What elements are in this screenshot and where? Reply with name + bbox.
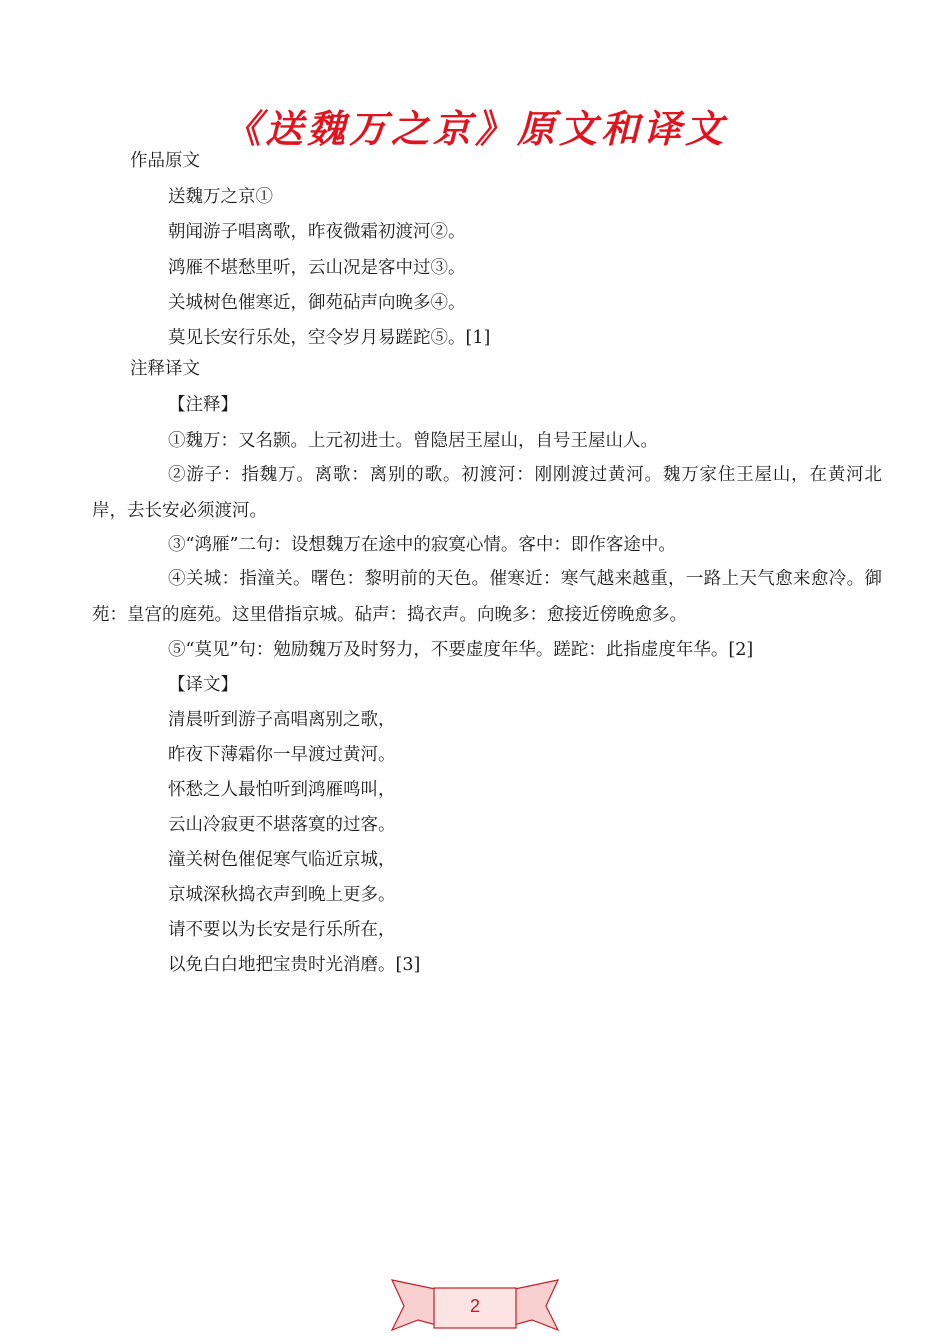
- notes-heading: 【注释】: [168, 395, 238, 415]
- translation-heading: 【译文】: [168, 675, 238, 695]
- poem-line: 莫见长安行乐处，空令岁月易蹉跎⑤。[1]: [168, 328, 491, 348]
- poem-line: 关城树色催寒近，御苑砧声向晚多④。: [168, 293, 466, 313]
- note-item: ③“鸿雁”二句：设想魏万在途中的寂寞心情。客中：即作客途中。: [168, 535, 676, 555]
- translation-line: 清晨听到游子高唱离别之歌，: [168, 710, 396, 730]
- translation-line: 潼关树色催促寒气临近京城，: [168, 850, 396, 870]
- translation-line: 怀愁之人最怕听到鸿雁鸣叫，: [168, 780, 396, 800]
- note-item: ①魏万：又名颢。上元初进士。曾隐居王屋山，自号王屋山人。: [168, 431, 658, 451]
- poem-line: 鸿雁不堪愁里听，云山况是客中过③。: [168, 258, 466, 278]
- poem-title: 送魏万之京①: [168, 187, 273, 207]
- page-number: 2: [469, 1296, 480, 1316]
- translation-line: 昨夜下薄霜你一早渡过黄河。: [168, 745, 396, 765]
- translation-line: 云山冷寂更不堪落寞的过客。: [168, 815, 396, 835]
- translation-line: 京城深秋捣衣声到晚上更多。: [168, 885, 396, 905]
- translation-line: 请不要以为长安是行乐所在，: [168, 920, 396, 940]
- note-item: ⑤“莫见”句：勉励魏万及时努力，不要虚度年华。蹉跎：此指虚度年华。[2]: [168, 640, 754, 660]
- note-item: ②游子：指魏万。离歌：离别的歌。初渡河：刚刚渡过黄河。魏万家住王屋山，在黄河北岸，去长安必须渡河。: [92, 465, 882, 521]
- section-heading-notes: 注释译文: [130, 359, 200, 379]
- document-title: 《送魏万之京》原文和译文: [222, 107, 727, 151]
- page-number-ribbon: [390, 1278, 560, 1334]
- translation-line: 以免白白地把宝贵时光消磨。[3]: [168, 955, 421, 975]
- section-heading-original: 作品原文: [130, 151, 200, 171]
- poem-line: 朝闻游子唱离歌，昨夜微霜初渡河②。: [168, 222, 466, 242]
- note-item: ④关城：指潼关。曙色：黎明前的天色。催寒近：寒气越来越重，一路上天气愈来愈冷。御苑：皇宫的庭苑。这里借指京城。砧声：捣衣声。向晚多：愈接近傍晚愈多。: [92, 569, 882, 625]
